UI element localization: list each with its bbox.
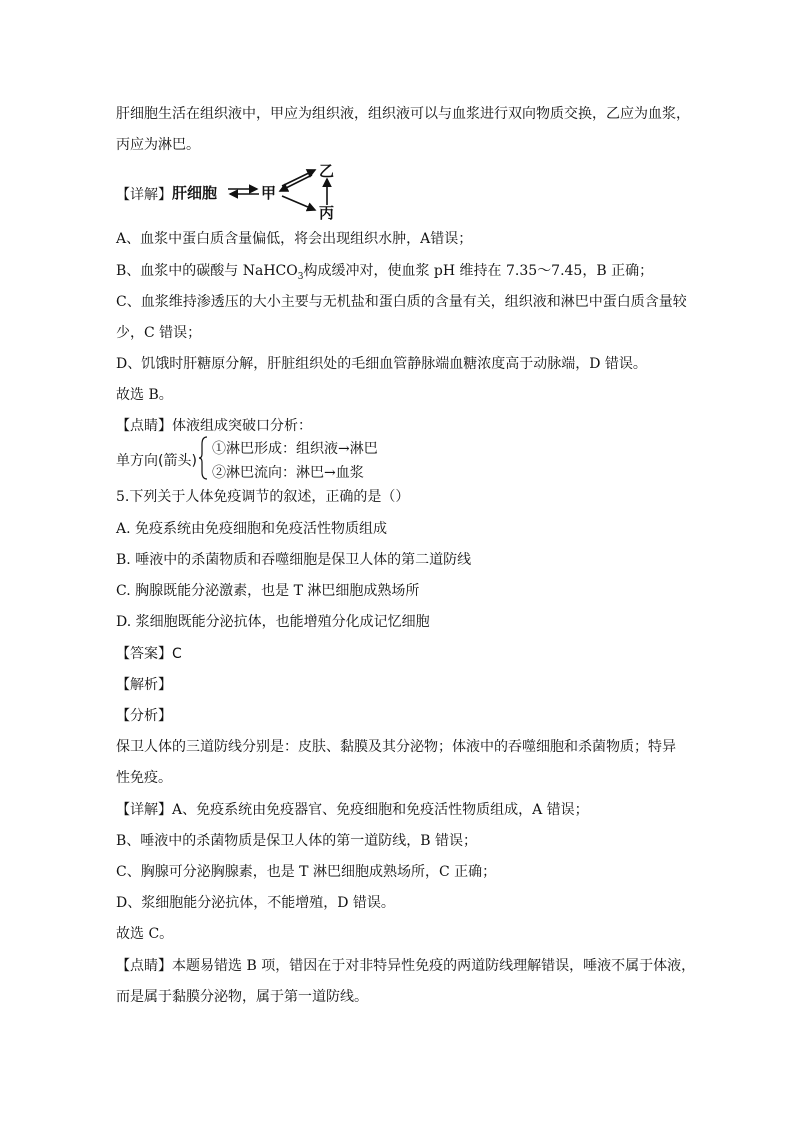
option-b-explanation: B、血浆中的碳酸与 NaHCO$_3$构成缓冲对，使血浆 pH 维持在 7.35～7.45，B 正确； [116,263,654,282]
option-b: B. 唾液中的杀菌物质和吞噬细胞是保卫人体的第二道防线 [116,552,472,568]
direction-bracket [116,436,416,484]
analysis-line: 性免疫。 [116,770,172,786]
diagram-arrows [116,160,376,220]
liver-cell-label: 肝细胞 [172,184,218,202]
detail-c: C、胸腺可分泌胸腺素，也是 T 淋巴细胞成熟场所，C 正确； [116,864,497,880]
option-c-explanation-cont: 少，C 错误； [116,325,202,341]
bing-label: 丙 [319,204,335,222]
option-d-explanation: D、饥饿时肝糖原分解，肝脏组织处的毛细血管静脉端血糖浓度高于动脉端，D 错误。 [116,356,647,372]
detail-tag: 【详解】 [116,187,172,203]
option-a: A. 免疫系统由免疫细胞和免疫活性物质组成 [116,521,388,537]
key-point-cont: 而是属于黏膜分泌物，属于第一道防线。 [116,989,368,1005]
brace-icon [198,436,208,480]
choose-line: 故选 C。 [116,926,174,942]
question-stem: 5.下列关于人体免疫调节的叙述，正确的是（） [116,489,410,505]
option-d: D. 浆细胞既能分泌抗体，也能增殖分化成记忆细胞 [116,614,430,630]
fenxi-heading: 【分析】 [116,708,172,724]
jia-label: 甲 [261,184,277,202]
option-a-explanation: A、血浆中蛋白质含量偏低，将会出现组织水肿，A错误； [116,231,473,247]
bracket-item: ①淋巴形成：组织液→淋巴 [212,441,378,457]
paragraph-line: 丙应为淋巴。 [116,137,200,153]
option-c-explanation: C、血浆维持渗透压的大小主要与无机盐和蛋白质的含量有关，组织液和淋巴中蛋白质含量较 [116,294,687,310]
detail-a: 【详解】A、免疫系统由免疫器官、免疫细胞和免疫活性物质组成，A 错误； [116,802,589,818]
analysis-heading: 【解析】 [116,677,172,693]
key-point: 【点睛】体液组成突破口分析： [116,418,312,434]
answer: 【答案】C [116,646,182,662]
choose-line: 故选 B。 [116,387,173,403]
detail-b: B、唾液中的杀菌物质是保卫人体的第一道防线，B 错误； [116,833,478,849]
bracket-item: ②淋巴流向：淋巴→血浆 [212,465,364,481]
detail-d: D、浆细胞能分泌抗体，不能增殖，D 错误。 [116,895,395,911]
paragraph-line: 肝细胞生活在组织液中，甲应为组织液，组织液可以与血浆进行双向物质交换，乙应为血浆， [116,106,690,122]
yi-label: 乙 [319,162,335,180]
direction-label: 单方向(箭头) [116,453,197,469]
option-c: C. 胸腺既能分泌激素，也是 T 淋巴细胞成熟场所 [116,583,420,599]
key-point: 【点睛】本题易错选 B 项，错因在于对非特异性免疫的两道防线理解错误，唾液不属于体液， [116,958,696,974]
analysis-line: 保卫人体的三道防线分别是：皮肤、黏膜及其分泌物；体液中的吞噬细胞和杀菌物质；特异 [116,739,676,755]
body-fluid-diagram [116,160,376,220]
